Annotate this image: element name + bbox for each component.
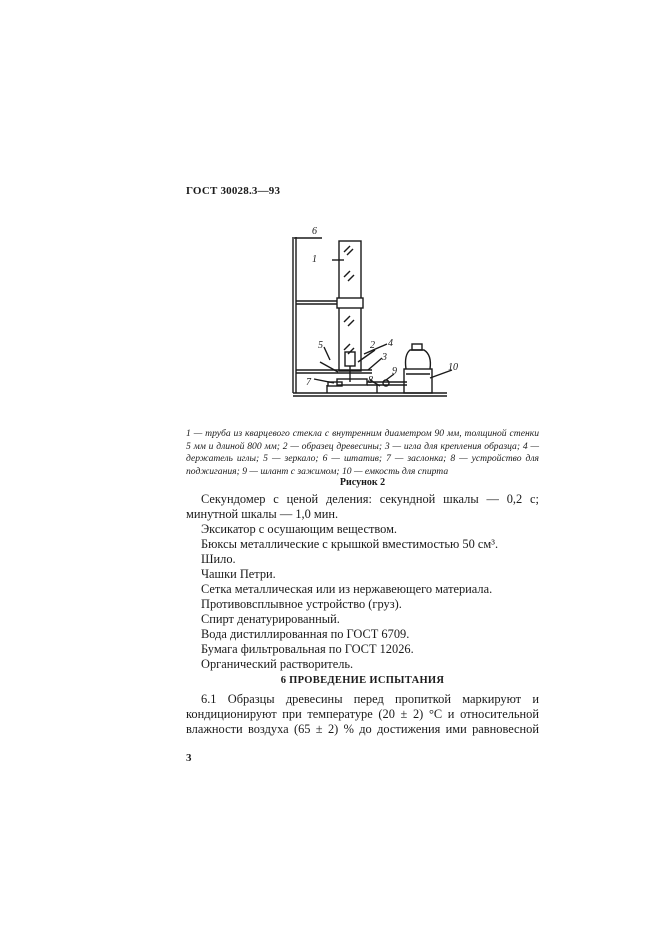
caption-num-5: 5: [263, 453, 268, 465]
caption-num-1: 1: [186, 428, 191, 439]
caption-num-10: 10: [341, 465, 352, 477]
equipment-item: Противовсплывное устройство (груз).: [201, 597, 402, 611]
caption-text-6: — штатив;: [327, 453, 387, 465]
figure-caption: [186, 428, 539, 478]
equipment-line-2: минутной шкалы — 1,0 мин.: [186, 507, 339, 521]
equipment-item: Бумага фильтровальная по ГОСТ 12026.: [201, 642, 414, 656]
caption-num-8: 8: [450, 453, 456, 465]
apparatus-figure: [282, 222, 474, 406]
callout-8: 8: [368, 375, 373, 386]
document-header: ГОСТ 30028.3—93: [186, 185, 281, 197]
callout-5: 5: [318, 340, 323, 351]
caption-text-10: — емкость для спирта: [351, 465, 449, 477]
caption-text-5: — зеркало;: [267, 453, 323, 465]
equipment-line-1: Секундомер с ценой деления: секундной шкалы — 0,2 с;: [201, 492, 539, 506]
callout-1: 1: [312, 254, 317, 265]
callout-7: 7: [306, 377, 311, 388]
paragraph-line-3: влажности воздуха (65 ± 2) % до достижения ими равновесной: [186, 722, 539, 736]
equipment-item: Эксикатор с осушающим веществом.: [201, 522, 398, 536]
caption-num-3: 3: [384, 440, 390, 452]
callout-6: 6: [312, 226, 317, 237]
equipment-item: Бюксы металлические с крышкой вместимостью 50 см³.: [201, 537, 499, 551]
caption-num-7: 7: [386, 453, 391, 465]
caption-text-7: — заслонка;: [390, 453, 451, 465]
caption-text-8: — устройство для поджигания;: [186, 453, 539, 477]
callout-10: 10: [448, 362, 458, 373]
equipment-item: Органический растворитель.: [201, 657, 354, 671]
callout-2: 2: [370, 340, 375, 351]
equipment-item: Вода дистиллированная по ГОСТ 6709.: [201, 627, 410, 641]
caption-num-4: 4: [522, 440, 528, 452]
callout-3: 3: [382, 352, 387, 363]
callout-9: 9: [392, 366, 397, 377]
figure-title: Рисунок 2: [339, 477, 386, 488]
paragraph-line-1: 6.1 Образцы древесины перед пропиткой маркируют и: [201, 692, 539, 706]
caption-num-6: 6: [322, 453, 328, 465]
equipment-item: Шило.: [201, 552, 236, 566]
caption-text-3: — игла для крепления образца;: [389, 440, 523, 452]
equipment-item: Сетка металлическая или из нержавеющего материала.: [201, 582, 493, 596]
caption-text-9: — шлант с зажимом;: [247, 465, 342, 477]
section-title: 6 ПРОВЕДЕНИЕ ИСПЫТАНИЯ: [280, 675, 445, 686]
equipment-item: Чашки Петри.: [201, 567, 276, 581]
caption-text-2: — образец древесины;: [287, 440, 385, 452]
caption-text-4: — держатель иглы;: [186, 440, 539, 465]
caption-text-1: — труба из кварцевого стекла с внутренним диаметром 90 мм, толщиной стенки 5 мм и длиной 800 мм;: [186, 428, 539, 452]
callout-4: 4: [388, 338, 393, 349]
paragraph-line-2: кондиционируют при температуре (20 ± 2) °С и относительной: [186, 707, 539, 721]
page-number: 3: [186, 752, 192, 764]
caption-num-9: 9: [242, 465, 247, 477]
caption-num-2: 2: [282, 440, 288, 452]
equipment-item: Спирт денатурированный.: [201, 612, 340, 626]
